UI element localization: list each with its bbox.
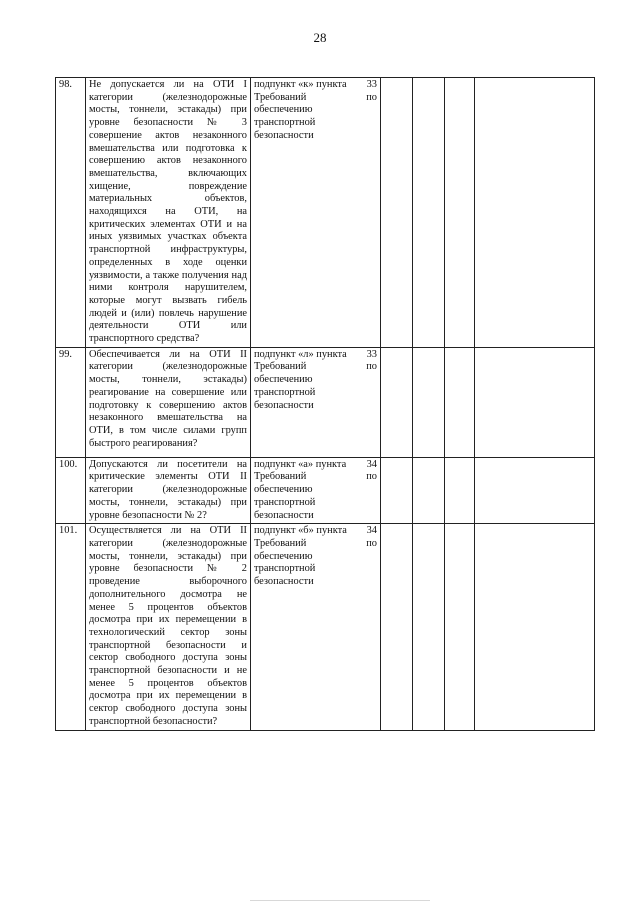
reference-document: Требований xyxy=(254,471,307,483)
reference-preposition: по xyxy=(366,537,377,549)
notes-cell xyxy=(475,78,595,348)
notes-cell xyxy=(475,457,595,524)
table-row xyxy=(56,78,595,348)
notes-cell xyxy=(475,524,595,730)
reference-line: безопасности xyxy=(254,576,314,588)
answer-no-cell xyxy=(413,78,445,348)
answer-na-cell xyxy=(445,78,475,348)
requirement-question: Обеспечивается ли на ОТИ II категории (железнодорожные мосты, тоннели, эстакады) реагирование на совершение или подготовку к совершению актов незаконного вмешательства на ОТИ, в том числе силами групп быстрого реагирования? xyxy=(86,347,251,457)
reference-line: транспортной xyxy=(254,386,316,398)
reference-line: обеспечению xyxy=(254,104,313,116)
reference-line xyxy=(254,349,377,362)
row-number: 99. xyxy=(56,347,86,457)
reference-point-number: 34 xyxy=(366,458,377,470)
reference-line: безопасности xyxy=(254,129,314,141)
reference-line: транспортной xyxy=(254,496,316,508)
reference-line xyxy=(254,538,377,551)
checklist-table xyxy=(55,77,595,731)
answer-yes-cell xyxy=(381,457,413,524)
row-number: 98. xyxy=(56,78,86,348)
answer-no-cell xyxy=(413,457,445,524)
table-row xyxy=(56,347,595,457)
requirement-question: Не допускается ли на ОТИ I категории (железнодорожные мосты, тоннели, эстакады) при уровне безопасности № 3 совершение актов незаконного вмешательства или подготовка к совершению актов незаконного вмешательства, включающих хищение, повреждение материальных объектов, находящихся на ОТИ, на критических элементах ОТИ и на иных уязвимых участках объекта транспортной инфраструктуры, определенных в ходе оценки уязвимости, а также получения над ними контроля нарушителем, которые могут вызвать гибель людей и (или) повлечь нарушение деятельности ОТИ или транспортного средства? xyxy=(86,78,251,348)
reference-preposition: по xyxy=(366,361,377,373)
legal-reference xyxy=(251,347,381,457)
answer-yes-cell xyxy=(381,78,413,348)
page-number: 28 xyxy=(313,30,327,45)
reference-line: обеспечению xyxy=(254,484,313,496)
reference-preposition: по xyxy=(366,91,377,103)
answer-na-cell xyxy=(445,347,475,457)
reference-line: безопасности xyxy=(254,399,314,411)
reference-line: обеспечению xyxy=(254,374,313,386)
answer-no-cell xyxy=(413,524,445,730)
page-edge-line xyxy=(250,900,430,901)
reference-clause: подпункт «а» пункта xyxy=(254,458,347,470)
table-row xyxy=(56,457,595,524)
reference-document: Требований xyxy=(254,361,307,373)
reference-point-number: 33 xyxy=(366,79,377,90)
reference-preposition: по xyxy=(366,471,377,483)
reference-line: транспортной xyxy=(254,563,316,575)
reference-clause: подпункт «л» пункта xyxy=(254,348,347,360)
table-row xyxy=(56,524,595,730)
requirement-question: Допускаются ли посетители на критические элементы ОТИ II категории (железнодорожные мосты, тоннели, эстакады) при уровне безопасности № 2? xyxy=(86,457,251,524)
reference-document: Требований xyxy=(254,537,307,549)
legal-reference xyxy=(251,78,381,348)
reference-line: безопасности xyxy=(254,509,314,521)
reference-document: Требований xyxy=(254,91,307,103)
reference-line xyxy=(254,79,377,92)
reference-line: обеспечению xyxy=(254,550,313,562)
answer-na-cell xyxy=(445,457,475,524)
legal-reference xyxy=(251,524,381,730)
answer-na-cell xyxy=(445,524,475,730)
answer-no-cell xyxy=(413,347,445,457)
row-number: 100. xyxy=(56,457,86,524)
reference-line: транспортной xyxy=(254,117,316,129)
reference-point-number: 33 xyxy=(366,348,377,360)
reference-line xyxy=(254,525,377,538)
reference-clause: подпункт «б» пункта xyxy=(254,525,347,537)
notes-cell xyxy=(475,347,595,457)
answer-yes-cell xyxy=(381,347,413,457)
reference-line xyxy=(254,471,377,484)
requirement-question: Осуществляется ли на ОТИ II категории (железнодорожные мосты, тоннели, эстакады) при уровне безопасности № 2 проведение выборочного дополнительного досмотра не менее 5 процентов объектов досмотра при их перемещении в технологический сектор зоны транспортной безопасности и сектор свободного доступа зоны транспортной безопасности и не менее 5 процентов объектов досмотра при их перемещении в сектор свободного доступа зоны транспортной безопасности? xyxy=(86,524,251,730)
reference-line xyxy=(254,361,377,374)
reference-point-number: 34 xyxy=(366,525,377,537)
answer-yes-cell xyxy=(381,524,413,730)
reference-line xyxy=(254,459,377,472)
legal-reference xyxy=(251,457,381,524)
row-number: 101. xyxy=(56,524,86,730)
reference-line xyxy=(254,92,377,105)
reference-clause: подпункт «к» пункта xyxy=(254,79,347,90)
